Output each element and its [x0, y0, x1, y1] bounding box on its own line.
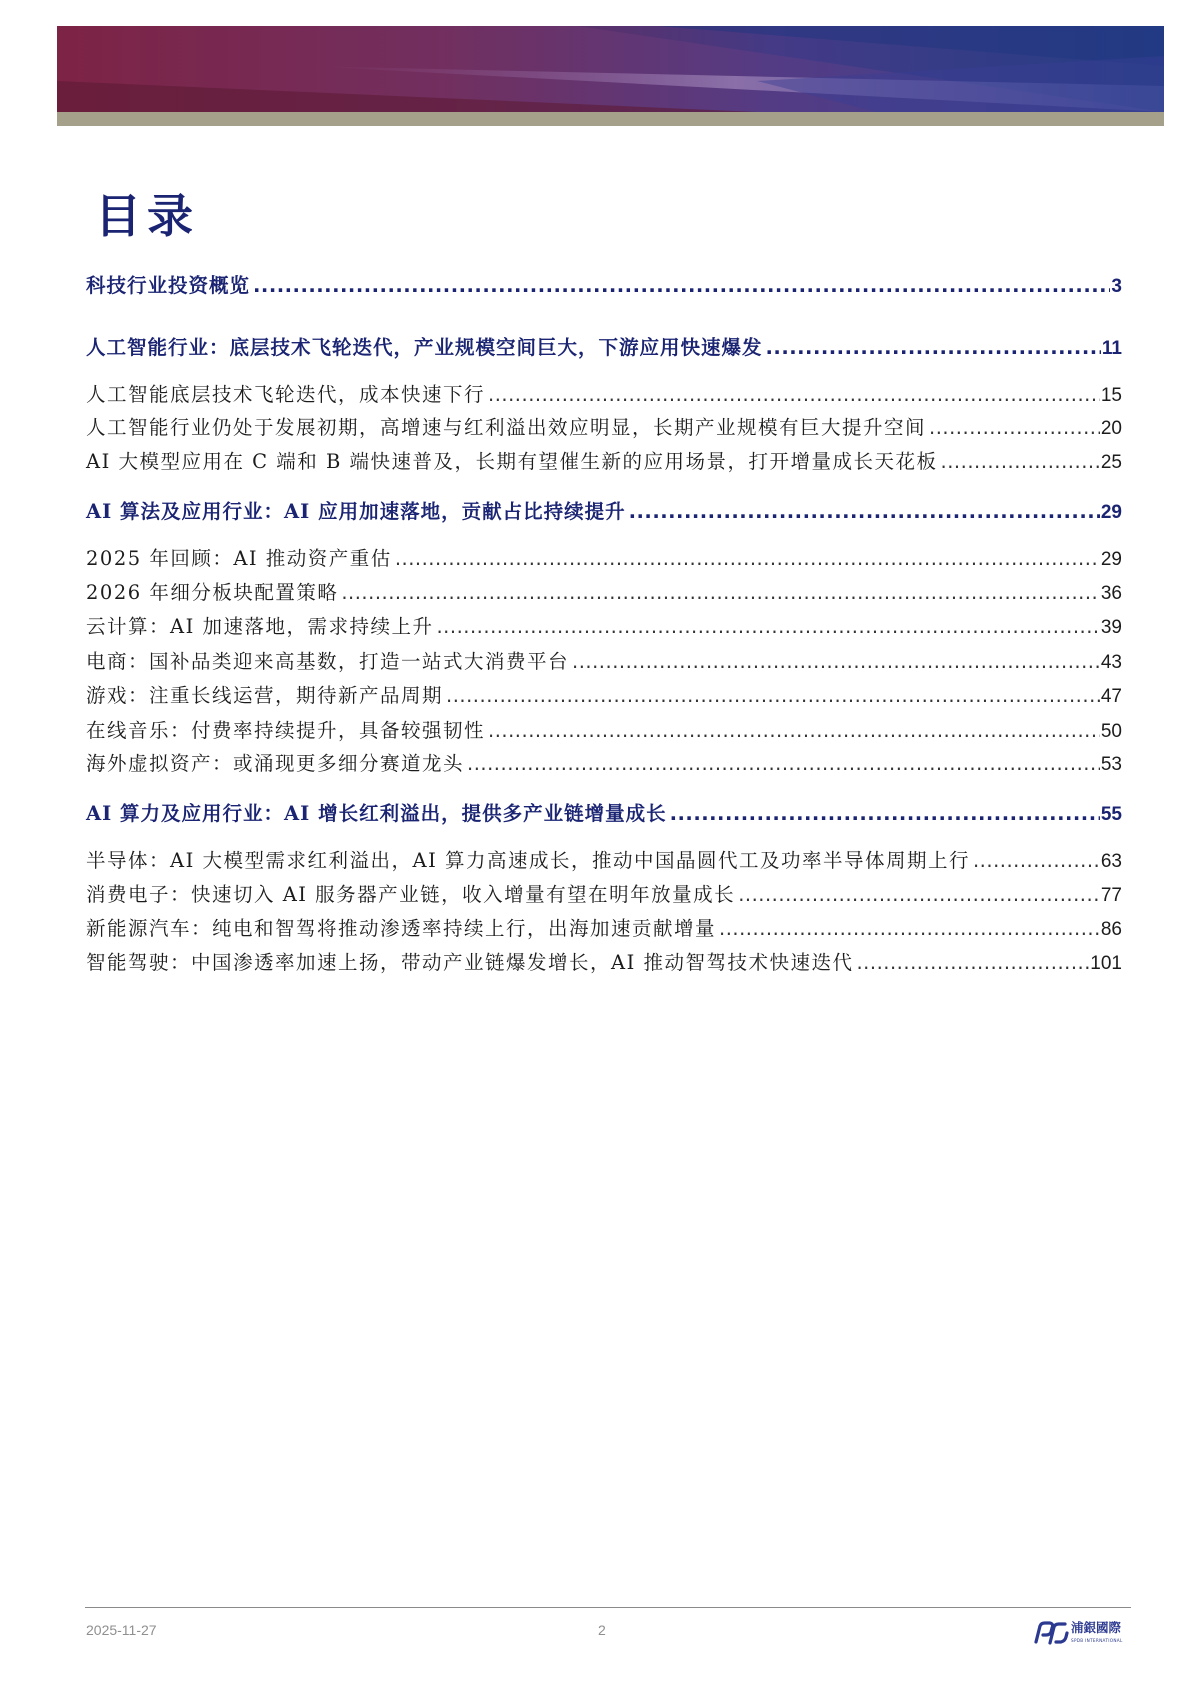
toc-entry-label: AI 算法及应用行业：AI 应用加速落地，贡献占比持续提升: [86, 500, 626, 523]
toc-entry-page: 3: [1111, 276, 1122, 297]
toc-entry-page: 47: [1100, 686, 1122, 707]
toc-entry-label: AI 算力及应用行业：AI 增长红利溢出，提供多产业链增量成长: [86, 802, 667, 825]
page-title: 目录: [95, 189, 199, 243]
toc-entry-label: 消费电子：快速切入 AI 服务器产业链，收入增量有望在明年放量成长: [86, 883, 736, 906]
toc-entry[interactable]: [86, 947, 1122, 975]
toc-leader-dots: [467, 752, 1100, 775]
toc-entry-page: 25: [1100, 452, 1122, 473]
toc-leader-dots: [738, 883, 1100, 906]
toc-entry-page: 77: [1100, 885, 1122, 906]
toc-entry-page: 39: [1100, 617, 1122, 638]
toc-entry-label: 海外虚拟资产：或涌现更多细分赛道龙头: [86, 752, 465, 775]
brand-subtitle: SPDB INTERNATIONAL: [1071, 1638, 1123, 1643]
toc-leader-dots: [670, 802, 1100, 825]
toc-entry[interactable]: [86, 270, 1122, 298]
toc-entry-page: 55: [1100, 804, 1122, 825]
footer-page-number: 2: [598, 1622, 606, 1638]
toc-leader-dots: [719, 917, 1100, 940]
toc-leader-dots: [446, 684, 1100, 707]
toc-leader-dots: [629, 500, 1100, 523]
brand-logo: [1030, 1615, 1130, 1651]
toc-entry-page: 63: [1100, 851, 1122, 872]
toc-entry-label: 云计算：AI 加速落地，需求持续上升: [86, 615, 434, 638]
toc-entry[interactable]: [86, 646, 1122, 674]
brand-logo-mark-icon: [1036, 1623, 1067, 1643]
toc-entry-label: 游戏：注重长线运营，期待新产品周期: [86, 684, 444, 707]
toc-entry[interactable]: [86, 748, 1122, 776]
toc-entry[interactable]: [86, 845, 1122, 873]
toc-leader-dots: [973, 849, 1100, 872]
toc-entry[interactable]: [86, 577, 1122, 605]
toc-entry-page: 29: [1100, 549, 1122, 570]
toc-entry-page: 29: [1100, 502, 1122, 523]
toc-entry-page: 20: [1100, 418, 1122, 439]
toc-entry-label: 智能驾驶：中国渗透率加速上扬，带动产业链爆发增长，AI 推动智驾技术快速迭代: [86, 951, 854, 974]
footer-divider: [85, 1607, 1131, 1608]
toc-entry[interactable]: [86, 332, 1122, 360]
toc-entry-label: 半导体：AI 大模型需求红利溢出，AI 算力高速成长，推动中国晶圆代工及功率半导体周期上行: [86, 849, 970, 872]
toc-entry-page: 36: [1100, 583, 1122, 604]
toc-entry-label: 人工智能行业仍处于发展初期，高增速与红利溢出效应明显，长期产业规模有巨大提升空间: [86, 416, 927, 439]
toc-entry-label: 科技行业投资概览: [86, 274, 251, 297]
toc-entry[interactable]: [86, 913, 1122, 941]
toc-leader-dots: [395, 547, 1100, 570]
toc-leader-dots: [572, 650, 1100, 673]
toc-leader-dots: [766, 336, 1101, 359]
toc-leader-dots: [856, 951, 1089, 974]
toc-entry-page: 53: [1100, 754, 1122, 775]
toc-entry-page: 50: [1100, 721, 1122, 742]
toc-entry[interactable]: [86, 379, 1122, 407]
toc-entry-label: 人工智能行业：底层技术飞轮迭代，产业规模空间巨大，下游应用快速爆发: [86, 336, 763, 359]
toc-entry[interactable]: [86, 543, 1122, 571]
toc-leader-dots: [929, 416, 1100, 439]
toc-entry-page: 101: [1090, 953, 1122, 974]
toc-entry-label: AI 大模型应用在 C 端和 B 端快速普及，长期有望催生新的应用场景，打开增量成长天花板: [86, 450, 938, 473]
toc-entry-page: 86: [1100, 919, 1122, 940]
toc-entry[interactable]: [86, 446, 1122, 474]
toc-entry-page: 15: [1100, 385, 1122, 406]
toc-entry[interactable]: [86, 715, 1122, 743]
toc-leader-dots: [488, 383, 1100, 406]
toc-leader-dots: [436, 615, 1099, 638]
toc-entry[interactable]: [86, 412, 1122, 440]
header-banner: [57, 26, 1164, 112]
toc-entry-label: 人工智能底层技术飞轮迭代，成本快速下行: [86, 383, 486, 406]
header-banner-strip: [57, 112, 1164, 126]
toc-entry[interactable]: [86, 680, 1122, 708]
toc-leader-dots: [941, 450, 1100, 473]
toc-entry-page: 43: [1100, 652, 1122, 673]
toc-leader-dots: [341, 581, 1100, 604]
toc-entry-label: 在线音乐：付费率持续提升，具备较强韧性: [86, 719, 486, 742]
toc-entry[interactable]: [86, 798, 1122, 826]
toc-entry-label: 2025 年回顾：AI 推动资产重估: [86, 547, 392, 570]
toc-entry-label: 新能源汽车：纯电和智驾将推动渗透率持续上行，出海加速贡献增量: [86, 917, 717, 940]
toc-entry[interactable]: [86, 611, 1122, 639]
toc-entry[interactable]: [86, 496, 1122, 524]
toc-leader-dots: [253, 274, 1110, 297]
brand-name: 浦銀國際: [1071, 1620, 1122, 1635]
toc-leader-dots: [488, 719, 1100, 742]
toc-entry[interactable]: [86, 879, 1122, 907]
toc-entry-label: 电商：国补品类迎来高基数，打造一站式大消费平台: [86, 650, 570, 673]
toc-entry-page: 11: [1101, 338, 1122, 359]
footer-date: 2025-11-27: [86, 1622, 157, 1638]
toc-entry-label: 2026 年细分板块配置策略: [86, 581, 339, 604]
